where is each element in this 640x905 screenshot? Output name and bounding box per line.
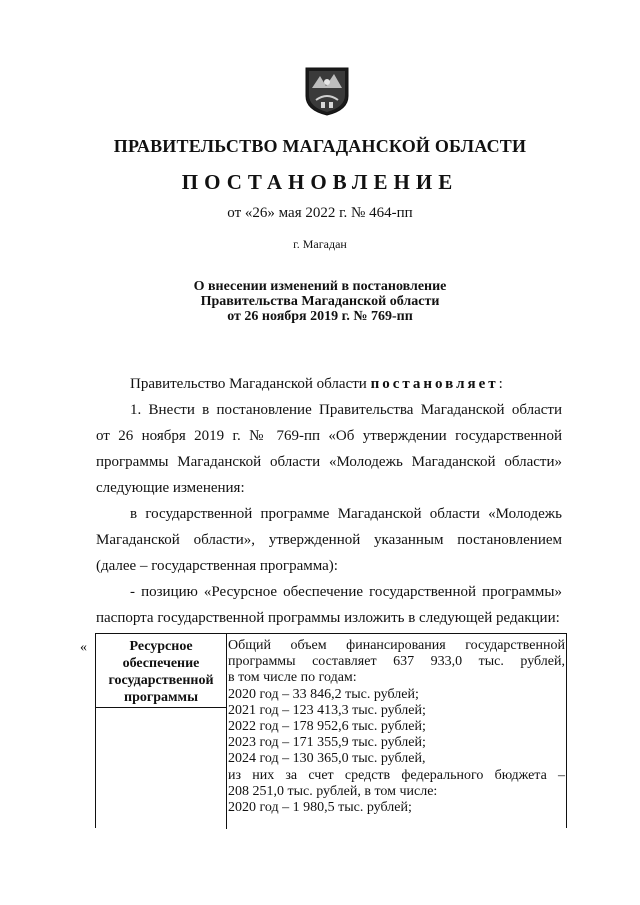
intro-paragraph xyxy=(96,371,562,397)
document-type-heading: ПОСТАНОВЛЕНИЕ xyxy=(181,170,459,194)
subject-line: Правительства Магаданской области xyxy=(200,294,440,309)
coat-of-arms-emblem xyxy=(304,66,350,116)
item1-line: от 26 ноября 2019 г. № 769-пп «Об утверждении государственной xyxy=(96,428,562,444)
resource-table xyxy=(95,633,567,828)
table-text-line: 2021 год – 123 413,3 тыс. рублей; xyxy=(228,702,426,718)
table-text-line: в том числе по годам: xyxy=(228,670,357,686)
heading-line: Ресурсное xyxy=(129,639,193,654)
item2-line: Магаданской области», утвержденной указанным постановлением xyxy=(96,532,562,548)
document-subject xyxy=(0,279,640,324)
document-city: г. Магадан xyxy=(293,237,347,251)
item2-line: (далее – государственная программа): xyxy=(96,558,338,574)
item3-line: - позицию «Ресурсное обеспечение государственной программы» xyxy=(130,584,562,600)
item1-line: программы Магаданской области «Молодежь Магаданской области» xyxy=(96,454,562,470)
table-text-line: 2022 год – 178 952,6 тыс. рублей; xyxy=(228,719,426,735)
table-text-line: из них за счет средств федерального бюджета – xyxy=(228,767,565,783)
table-divider xyxy=(96,707,227,708)
subject-line: О внесении изменений в постановление xyxy=(193,279,447,294)
table-text-line: программы составляет 637 933,0 тыс. рублей, xyxy=(228,654,565,670)
heading-line: обеспечение xyxy=(122,656,200,671)
coat-of-arms-icon xyxy=(304,66,350,116)
intro-prefix: Правительство Магаданской области xyxy=(130,376,371,392)
item3-line: паспорта государственной программы изложить в следующей редакции: xyxy=(96,610,560,626)
heading-line: государственной xyxy=(108,673,214,688)
table-text-line: Общий объем финансирования государственной xyxy=(228,638,565,653)
item1-line: следующие изменения: xyxy=(96,480,245,496)
resource-table-heading xyxy=(96,634,227,829)
subject-line: от 26 ноября 2019 г. № 769-пп xyxy=(227,309,413,324)
table-text-line: 2020 год – 1 980,5 тыс. рублей; xyxy=(228,800,412,816)
table-text-line: 2023 год – 171 355,9 тыс. рублей; xyxy=(228,735,426,751)
table-text-line: 208 251,0 тыс. рублей, в том числе: xyxy=(228,783,438,799)
government-title: ПРАВИТЕЛЬСТВО МАГАДАНСКОЙ ОБЛАСТИ xyxy=(113,136,527,156)
intro-suffix: : xyxy=(498,376,503,392)
document-body xyxy=(96,371,562,631)
item1-line: 1. Внести в постановление Правительства Магаданской области xyxy=(130,402,562,418)
table-text-line: 2020 год – 33 846,2 тыс. рублей; xyxy=(228,686,419,702)
heading-line: программы xyxy=(124,690,198,705)
table-text-line: 2024 год – 130 365,0 тыс. рублей, xyxy=(228,751,426,767)
resource-table-content xyxy=(228,634,567,816)
document-date-number: от «26» мая 2022 г. № 464-пп xyxy=(227,205,413,221)
open-quote-mark: « xyxy=(80,640,87,655)
intro-resolves: постановляет xyxy=(370,376,499,392)
item2-line: в государственной программе Магаданской области «Молодежь xyxy=(130,506,562,522)
